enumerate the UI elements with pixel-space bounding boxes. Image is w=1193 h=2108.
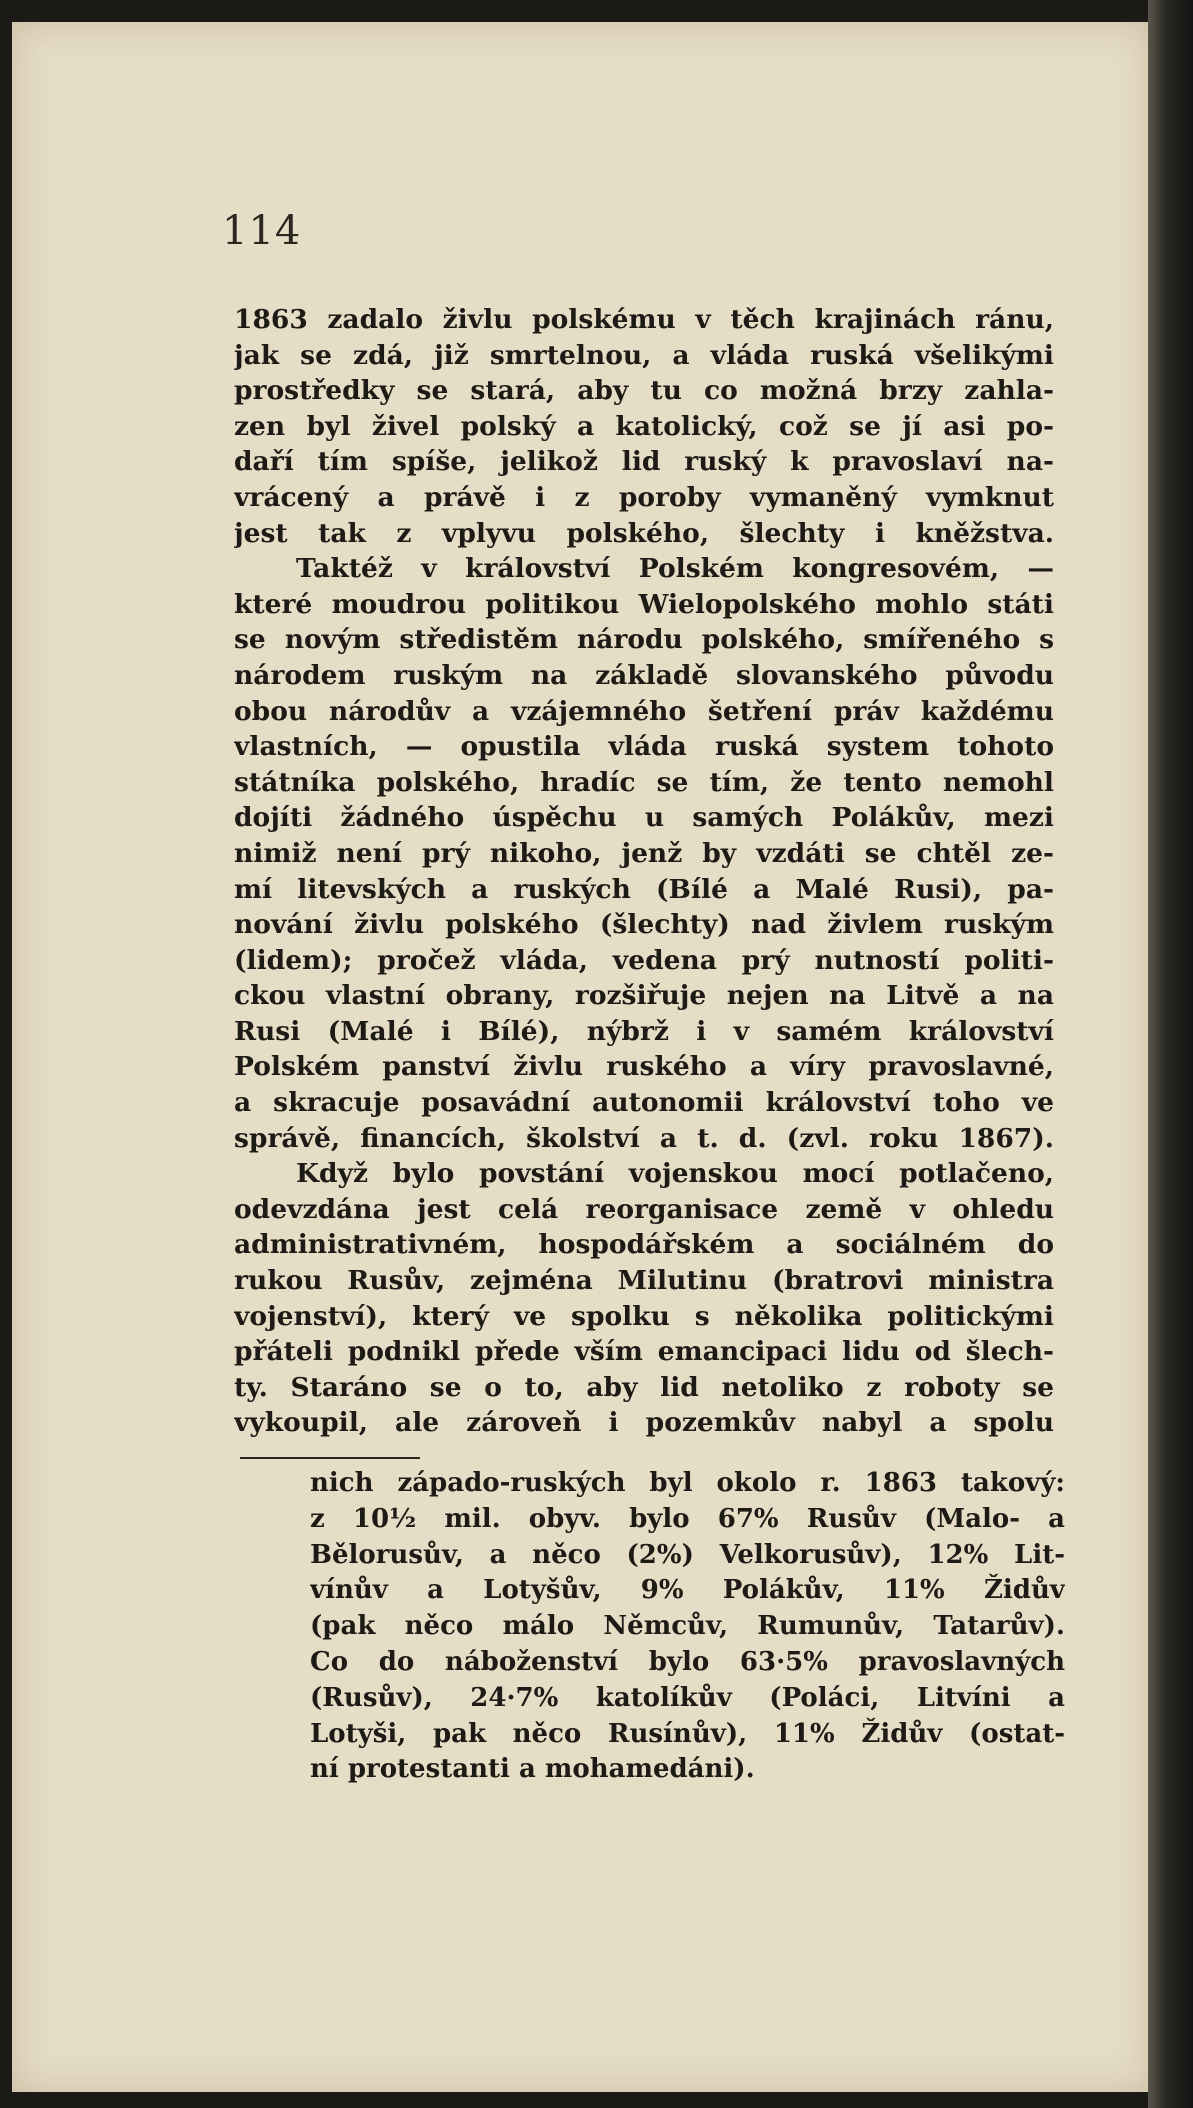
footnote-line: ní protestanti a mohamedáni). <box>310 1754 755 1785</box>
body-line: 1863 zadalo živlu polskému v těch krajinách ránu, <box>234 304 1054 335</box>
footnote-line: Bělorusův, a něco (2%) Velkorusův), 12% Lit- <box>310 1539 1065 1570</box>
footnote-rule <box>240 1457 420 1459</box>
body-line: rukou Rusův, zejména Milutinu (bratrovi ministra <box>234 1265 1054 1297</box>
footnote-line: vínův a Lotyšův, 9% Polákův, 11% Židův <box>310 1575 1065 1606</box>
body-text <box>234 302 1054 1441</box>
body-line: ty. Staráno se o to, aby lid netoliko z roboty se <box>234 1371 1054 1403</box>
book-spine <box>1148 0 1193 2108</box>
footnote-line: nich západo-ruských byl okolo r. 1863 takový: <box>310 1468 1065 1498</box>
body-line: vojenství), který ve spolku s několika politickými <box>234 1300 1054 1332</box>
body-line: nimiž není prý nikoho, jenž by vzdáti se chtěl ze- <box>234 837 1054 869</box>
body-line: daří tím spíše, jelikož lid ruský k pravoslaví na- <box>234 446 1054 478</box>
body-line: národem ruským na základě slovanského původu <box>234 659 1054 691</box>
body-line: odevzdána jest celá reorganisace země v ohledu <box>234 1193 1054 1225</box>
body-line: vlastních, — opustila vláda ruská system tohoto <box>234 731 1054 763</box>
body-line: a skracuje posavádní autonomii království toho ve <box>234 1087 1054 1119</box>
body-line: mí litevských a ruských (Bílé a Malé Rusi), pa- <box>234 873 1054 905</box>
footnote-line: Lotyši, pak něco Rusínův), 11% Židův (ostat- <box>310 1718 1065 1749</box>
body-line: správě, financích, školství a t. d. (zvl. roku 1867). <box>234 1122 1054 1154</box>
body-line: Polském panství živlu ruského a víry pravoslavné, <box>234 1051 1054 1083</box>
body-line: se novým středistěm národu polského, smířeného s <box>234 624 1054 656</box>
body-line: (lidem); pročež vláda, vedena prý nutností politi- <box>234 944 1054 976</box>
body-line: nování živlu polského (šlechty) nad živlem ruským <box>234 909 1054 941</box>
body-line: přáteli podnikl přede vším emancipaci lidu od šlech- <box>234 1336 1054 1368</box>
body-line: jest tak z vplyvu polského, šlechty i kněžstva. <box>234 517 1054 549</box>
footnote-line: z 10½ mil. obyv. bylo 67% Rusův (Malo- a <box>310 1503 1065 1534</box>
body-line: administrativném, hospodářském a sociálném do <box>234 1229 1054 1261</box>
body-line: které moudrou politikou Wielopolského mohlo státi <box>234 588 1054 620</box>
body-line: prostředky se stará, aby tu co možná brzy zahla- <box>234 375 1054 407</box>
body-line: Taktéž v království Polském kongresovém, — <box>296 553 1054 585</box>
body-line: vykoupil, ale zároveň i pozemkův nabyl a spolu <box>234 1407 1054 1439</box>
body-line: jak se zdá, již smrtelnou, a vláda ruská všelikými <box>234 339 1054 371</box>
body-line: Rusi (Malé i Bílé), nýbrž i v samém království <box>234 1015 1054 1047</box>
body-line: zen byl živel polský a katolický, což se jí asi po- <box>234 410 1054 442</box>
body-line: dojíti žádného úspěchu u samých Polákův, mezi <box>234 802 1054 834</box>
body-line: obou národův a vzájemného šetření práv každému <box>234 695 1054 727</box>
page-number: 114 <box>222 208 302 254</box>
footnote-line: (Rusův), 24·7% katolíkův (Poláci, Litvíni a <box>310 1682 1065 1713</box>
footnote <box>310 1466 1065 1788</box>
footnote-line: Co do náboženství bylo 63·5% pravoslavných <box>310 1646 1065 1677</box>
body-line: ckou vlastní obrany, rozšiřuje nejen na Litvě a na <box>234 980 1054 1012</box>
body-line: státníka polského, hradíc se tím, že tento nemohl <box>234 766 1054 798</box>
body-line: Když bylo povstání vojenskou mocí potlačeno, <box>296 1158 1054 1190</box>
body-line: vrácený a právě i z poroby vymaněný vymknut <box>234 481 1054 513</box>
footnote-line: (pak něco málo Němcův, Rumunův, Tatarův). <box>310 1611 1065 1642</box>
